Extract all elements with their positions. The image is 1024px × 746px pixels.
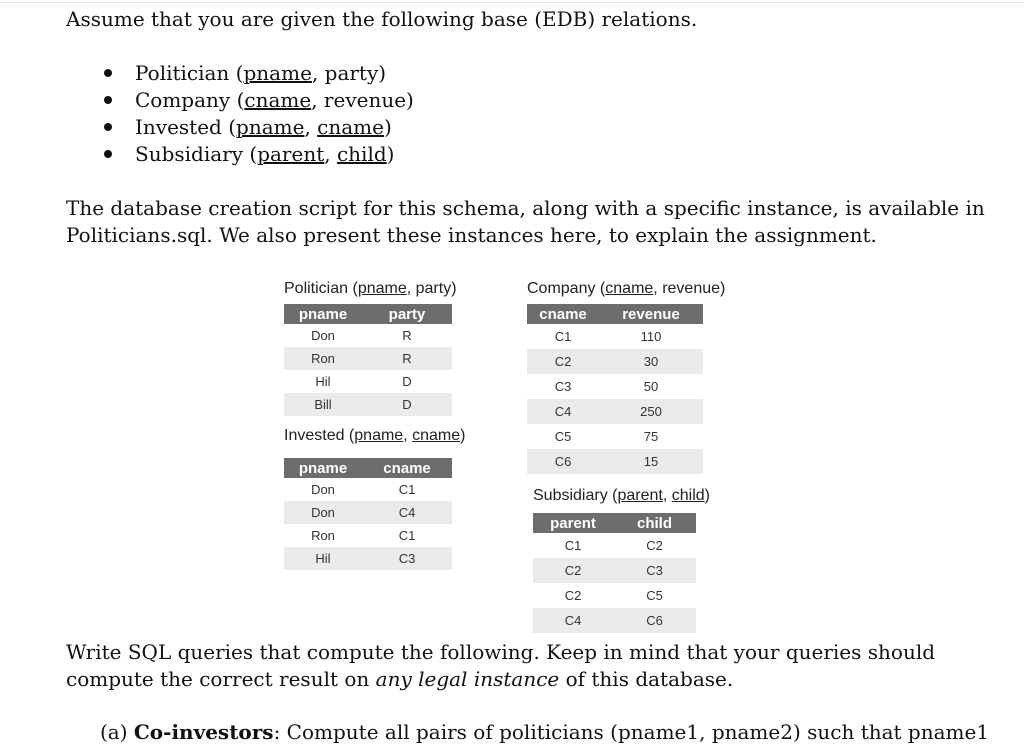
question-a: (a) Co-investors: Compute all pairs of politicians (pname1, pname2) such that pname1	[100, 720, 990, 744]
table-row: C4 250	[527, 399, 703, 424]
schema-list	[100, 60, 414, 168]
key-attribute: pname	[236, 115, 305, 139]
instructions-line-2: compute the correct result on any legal instance of this database.	[66, 667, 734, 691]
subsidiary-table	[533, 513, 696, 633]
company-table	[527, 304, 703, 474]
table-row: Bill D	[284, 393, 452, 416]
key-attribute: cname	[244, 88, 312, 112]
bullet-icon	[104, 96, 112, 104]
table-row: C1 C2	[564, 538, 663, 553]
table-row: C2 30	[527, 349, 703, 374]
schema-item-company: Company (cname, revenue)	[100, 87, 414, 114]
table-header-row	[527, 304, 703, 324]
column-header-child: child	[613, 513, 696, 533]
schema-item-invested: Invested (pname, cname)	[100, 114, 414, 141]
intro-text: Assume that you are given the following base (EDB) relations.	[66, 7, 698, 31]
table-row: Ron C1	[311, 528, 416, 543]
schema-item-politician: Politician (pname, party)	[100, 60, 414, 87]
emphasis-text: any legal instance	[375, 667, 560, 691]
table-header-row	[284, 304, 452, 324]
column-header-pname: pname	[284, 304, 362, 324]
table-row: Don C4	[284, 501, 452, 524]
table-row: Ron R	[284, 347, 452, 370]
instructions-line-1: Write SQL queries that compute the following. Keep in mind that your queries should	[66, 640, 936, 664]
column-header-revenue: revenue	[599, 304, 703, 324]
table-header-row	[533, 513, 696, 533]
script-info-line-2: Politicians.sql. We also present these instances here, to explain the assignment.	[66, 223, 877, 247]
bullet-icon	[104, 123, 112, 131]
table-row: C5 75	[554, 429, 659, 444]
key-attribute: cname	[317, 115, 384, 139]
table-row: C1 110	[554, 329, 662, 344]
column-header-cname: cname	[527, 304, 599, 324]
table-row: Hil D	[315, 374, 412, 389]
column-header-cname: cname	[362, 458, 452, 478]
bullet-icon	[104, 69, 112, 77]
table-row: Hil C3	[284, 547, 452, 570]
table-row: Don C1	[311, 482, 416, 497]
company-table-title: Company (cname, revenue)	[527, 280, 726, 297]
key-attribute: parent	[257, 142, 325, 166]
top-border-line	[0, 2, 1024, 3]
table-row: C2 C5	[564, 588, 663, 603]
column-header-party: party	[362, 304, 452, 324]
column-header-pname: pname	[284, 458, 362, 478]
column-header-parent: parent	[533, 513, 613, 533]
subsidiary-table-title: Subsidiary (parent, child)	[533, 487, 710, 504]
table-header-row	[284, 458, 452, 478]
invested-table	[284, 458, 452, 570]
table-row: Don R	[311, 328, 412, 343]
table-row: C6 15	[527, 449, 703, 474]
table-row: C2 C3	[533, 558, 696, 583]
key-attribute: child	[336, 142, 387, 166]
question-a-title: Co-investors	[133, 720, 274, 744]
script-info-line-1: The database creation script for this schema, along with a specific instance, is available in	[66, 196, 985, 220]
politician-table	[284, 304, 452, 416]
table-row: C3 50	[554, 379, 659, 394]
schema-item-subsidiary: Subsidiary (parent, child)	[100, 141, 414, 168]
key-attribute: pname	[243, 61, 312, 85]
table-row: C4 C6	[533, 608, 696, 633]
bullet-icon	[104, 150, 112, 158]
politician-table-title: Politician (pname, party)	[284, 280, 457, 297]
invested-table-title: Invested (pname, cname)	[284, 427, 466, 444]
